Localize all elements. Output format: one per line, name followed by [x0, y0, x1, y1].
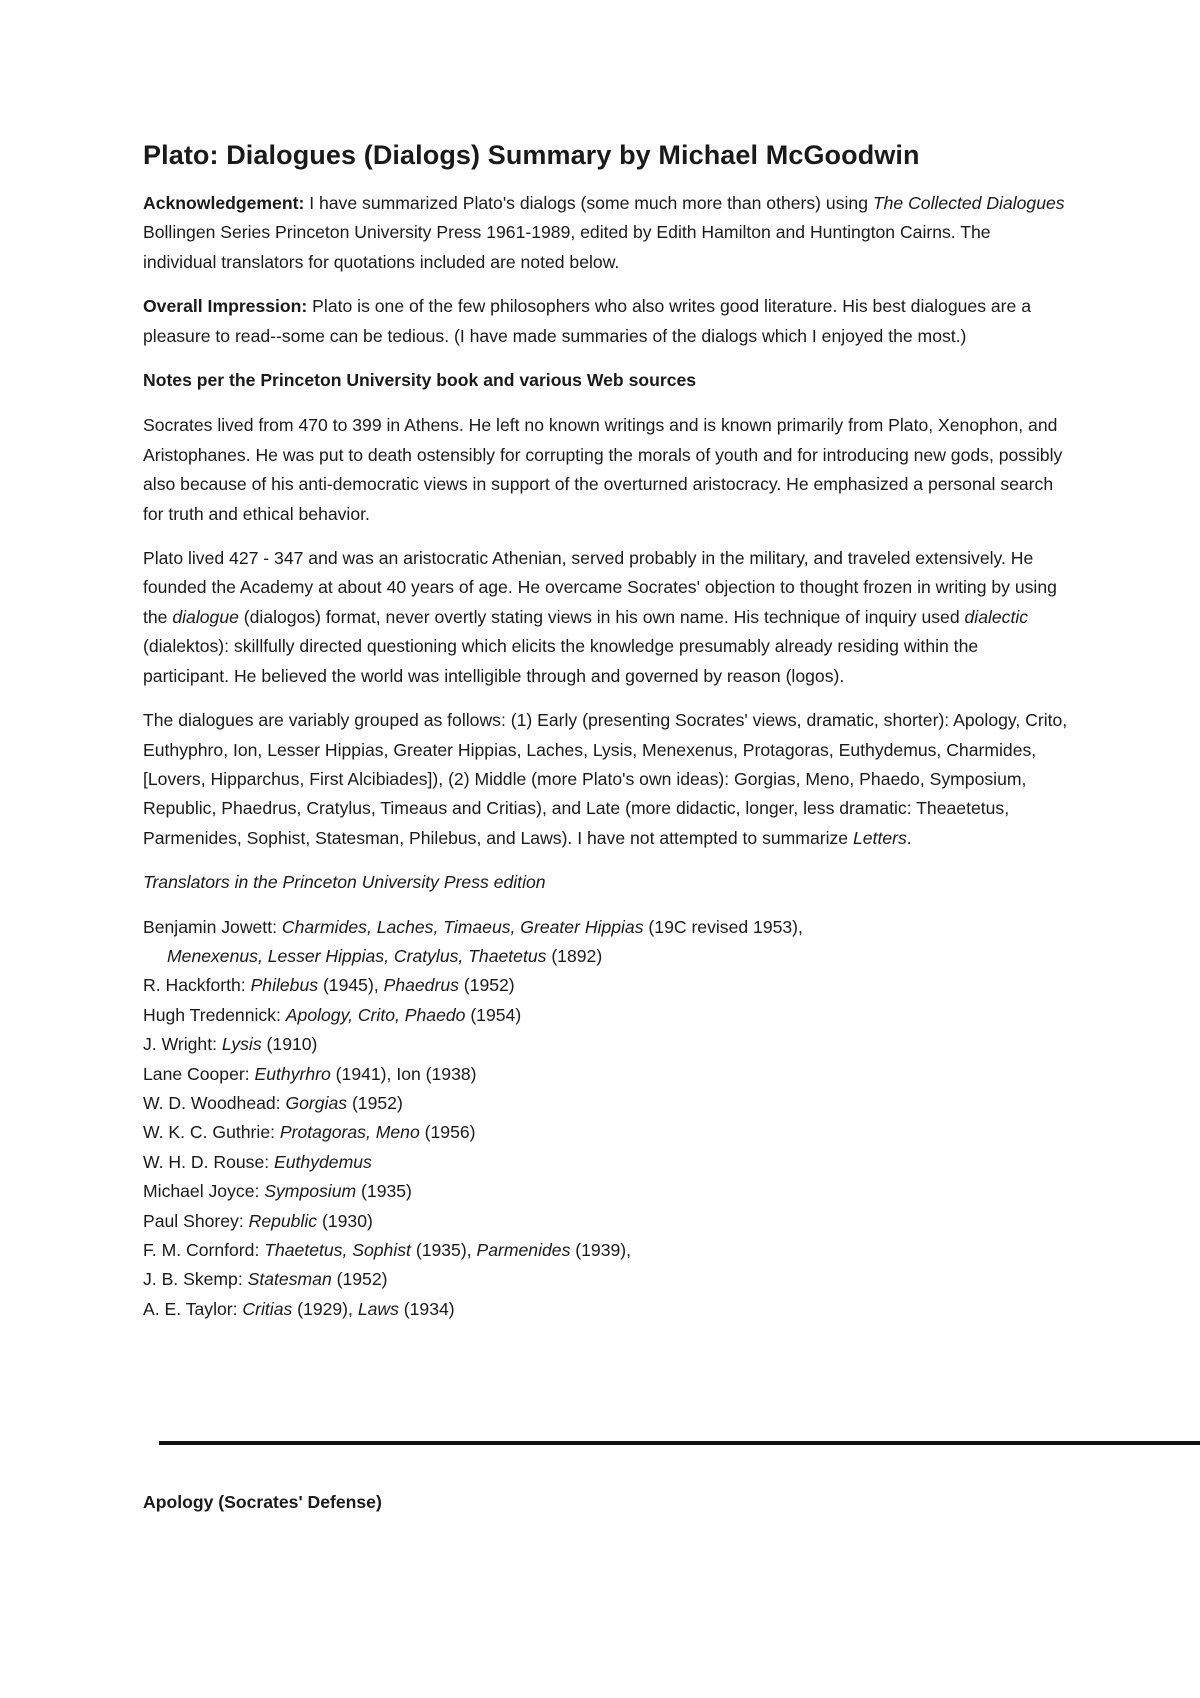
- translator-item-continued: [143, 942, 1068, 971]
- translator-name: J. B. Skemp:: [143, 1269, 248, 1290]
- translator-works: Menexenus, Lesser Hippias, Cratylus, Thaetetus: [167, 945, 547, 966]
- grouping-paragraph: [143, 706, 1068, 853]
- translator-name: A. E. Taylor:: [143, 1298, 243, 1319]
- translator-dates: (1935): [356, 1181, 412, 1202]
- translator-name: Lane Cooper:: [143, 1063, 255, 1084]
- section-divider: [159, 1441, 1200, 1445]
- translator-name: Paul Shorey:: [143, 1210, 249, 1231]
- document-body: [143, 140, 1068, 1324]
- translator-dates: (1956): [419, 1122, 476, 1143]
- translator-works: Critias: [242, 1298, 293, 1319]
- translator-item: [143, 1030, 1068, 1059]
- acknowledgement-label: Acknowledgement:: [143, 193, 305, 213]
- translator-dates: (1910): [261, 1034, 318, 1055]
- translator-name: J. Wright:: [143, 1034, 222, 1055]
- translators-heading: Translators in the Princeton University Press edition: [143, 872, 546, 893]
- overall-impression-paragraph: [143, 292, 1068, 351]
- overall-impression-text: Plato is one of the few philosophers who also writes good literature. His best dialogues are a pleasure to read--some can be tedious. (I have made summaries of the dialogs which I enjoyed the most.): [143, 296, 1031, 346]
- translator-name: Michael Joyce:: [143, 1181, 265, 1202]
- translator-name: Hugh Tredennick:: [143, 1004, 286, 1025]
- translator-dates: (1929),: [292, 1298, 358, 1319]
- grouping-text-a: The dialogues are variably grouped as follows: (1) Early (presenting Socrates' views, dramatic, shorter): Apology, Crito, Euthyphro, Ion, Lesser Hippias, Greater Hippias, Laches, Lysis, Menexenus, Protagoras, Euthydemus, Charmides, [Lovers, Hipparchus, First Alcibiades]), (2) Middle (more Plato's own ideas): Gorgias, Meno, Phaedo, Symposium, Republic, Phaedrus, Cratylus, Timeaus and Critias), and Late (more didactic, longer, less dramatic: Theaetetus, Parmenides, Sophist, Statesman, Philebus, and Laws). I have not attempted to summarize: [143, 710, 1068, 848]
- translator-dates: (1945),: [318, 975, 384, 996]
- translator-works: Phaedrus: [383, 975, 459, 996]
- apology-section-heading: Apology (Socrates' Defense): [143, 1492, 382, 1512]
- translator-item: [143, 1207, 1068, 1236]
- translator-works: Statesman: [247, 1269, 332, 1290]
- translator-item: [143, 1118, 1068, 1147]
- translator-item: [143, 1177, 1068, 1206]
- translator-works: Charmides, Laches, Timaeus, Greater Hippias: [281, 916, 644, 937]
- book-title: The Collected Dialogues: [872, 193, 1065, 213]
- translator-works: Gorgias: [285, 1092, 348, 1113]
- translator-item: [143, 1265, 1068, 1294]
- translator-works: Apology, Crito, Phaedo: [285, 1004, 466, 1025]
- translators-list: [143, 913, 1068, 1325]
- plato-paragraph: [143, 544, 1068, 691]
- translator-name: W. D. Woodhead:: [143, 1092, 286, 1113]
- translator-item: [143, 1089, 1068, 1118]
- acknowledgement-paragraph: [143, 189, 1068, 277]
- translator-item: [143, 1001, 1068, 1030]
- translator-name: R. Hackforth:: [143, 975, 251, 996]
- translator-dates: (1952): [458, 975, 515, 996]
- translator-dates: (19C revised 1953),: [643, 916, 803, 937]
- plato-text-a: Plato lived 427 - 347 and was an aristocratic Athenian, served probably in the military, and traveled extensively. He founded the Academy at about 40 years of age. He overcame Socrates' objection to thought frozen in writing by using the: [143, 548, 1057, 627]
- dialogue-term: dialogue: [172, 606, 239, 627]
- translator-dates: (1939),: [570, 1240, 632, 1260]
- translator-works: Philebus: [250, 975, 319, 996]
- translator-item: [143, 1236, 1068, 1265]
- translator-item: [143, 1060, 1068, 1089]
- translator-works: Parmenides: [476, 1240, 571, 1260]
- translator-dates: (1935),: [410, 1240, 477, 1260]
- translator-item: [143, 1295, 1068, 1324]
- translator-works: Thaetetus, Sophist: [264, 1240, 411, 1260]
- translator-works: Laws: [357, 1298, 399, 1319]
- translator-dates: (1934): [398, 1298, 455, 1319]
- translator-dates: (1954): [465, 1004, 522, 1025]
- translator-works: Lysis: [221, 1034, 262, 1055]
- translator-works: Symposium: [264, 1181, 357, 1202]
- translator-works: Euthydemus: [274, 1151, 372, 1172]
- translator-name: W. K. C. Guthrie:: [143, 1122, 280, 1143]
- socrates-paragraph: Socrates lived from 470 to 399 in Athens. He left no known writings and is known primarily from Plato, Xenophon, and Aristophanes. He was put to death ostensibly for corrupting the morals of youth and for introducing new gods, possibly also because of his anti-democratic views in support of the overturned aristocracy. He emphasized a personal search for truth and ethical behavior.: [143, 415, 1063, 524]
- translator-dates: (1952): [331, 1269, 388, 1290]
- translator-item: [143, 971, 1068, 1000]
- translator-works: Euthyrhro: [254, 1063, 331, 1084]
- translator-dates: (1930): [317, 1210, 373, 1231]
- translator-works: Protagoras, Meno: [279, 1122, 420, 1143]
- translator-name: Benjamin Jowett:: [143, 916, 282, 937]
- translator-dates: (1952): [347, 1092, 403, 1113]
- translator-works: Republic: [248, 1210, 318, 1231]
- translator-name: F. M. Cornford:: [143, 1240, 265, 1260]
- acknowledgement-text-b: Bollingen Series Princeton University Press 1961-1989, edited by Edith Hamilton and Huntington Cairns. The individual translators for quotations included are noted below.: [143, 222, 991, 272]
- plato-text-b: (dialogos) format, never overtly stating views in his own name. His technique of inquiry used: [238, 606, 965, 627]
- acknowledgement-text-a: I have summarized Plato's dialogs (some much more than others) using: [304, 193, 873, 213]
- translator-item: [143, 913, 1068, 942]
- translator-item: [143, 1148, 1068, 1177]
- translator-dates: (1892): [546, 945, 603, 966]
- notes-heading: Notes per the Princeton University book and various Web sources: [143, 370, 697, 391]
- grouping-text-b: .: [906, 827, 912, 848]
- page-title: Plato: Dialogues (Dialogs) Summary by Michael McGoodwin: [143, 140, 920, 170]
- plato-text-c: (dialektos): skillfully directed questioning which elicits the knowledge presumably already residing within the participant. He believed the world was intelligible through and governed by reason (logos).: [143, 636, 979, 686]
- dialectic-term: dialectic: [964, 606, 1029, 627]
- letters-term: Letters: [852, 827, 907, 848]
- translator-dates: (1941), Ion (1938): [330, 1063, 477, 1084]
- translator-name: W. H. D. Rouse:: [143, 1151, 275, 1172]
- overall-impression-label: Overall Impression:: [143, 296, 308, 317]
